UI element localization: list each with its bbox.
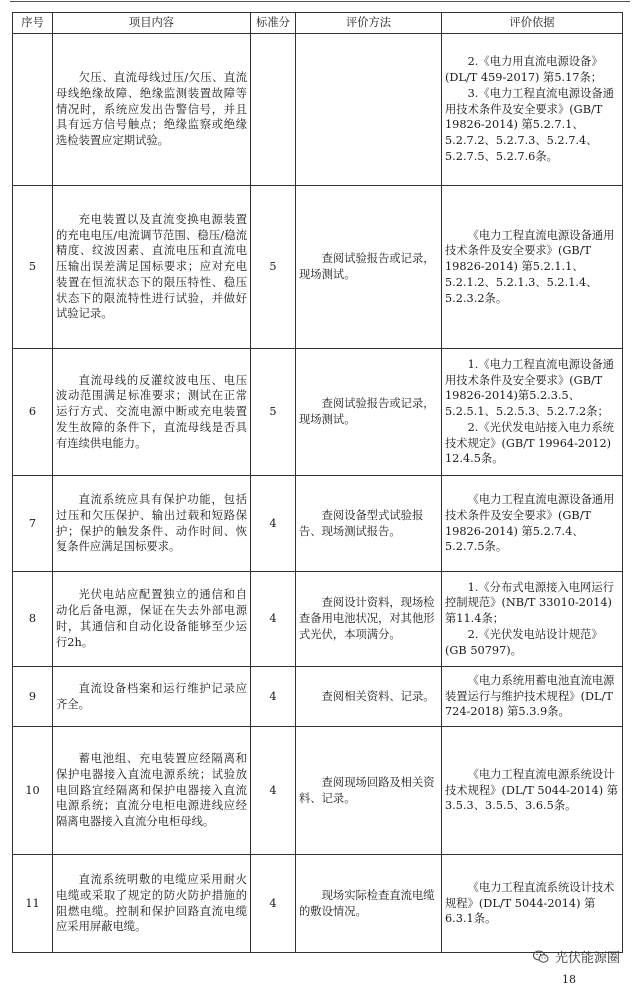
row-number: 7: [13, 476, 53, 572]
basis-item: 1.《电力工程直流电源设备通用技术条件及安全要求》(GB/T 19826-2014)第5.2.3.5、5.2.5.1、5.2.5.3、5.2.7.2条；: [445, 357, 614, 419]
table-row: [13, 186, 623, 349]
table-row: [13, 667, 623, 727]
row-content: 直流系统明敷的电缆应采用耐火电缆或采取了规定的防火防护措施的阻燃电缆。控制和保护回路直流电缆应采用屏蔽电缆。: [53, 855, 251, 953]
evaluation-table: [12, 12, 623, 953]
basis-item: 《电力工程直流电源系统设计技术规程》(DL/T 5044-2014) 第3.5.3、3.5.5、3.6.5条。: [445, 767, 618, 813]
basis-item: 《电力工程直流电源设备通用技术条件及安全要求》(GB/T 19826-2014) 第5.2.7.4、5.2.7.5条。: [445, 492, 615, 554]
row-content: 欠压、直流母线过压/欠压、直流母线绝缘故障、绝缘监测装置故障等情况时，系统应发出告警信号，并且具有远方信号触点；绝缘监察或绝缘选检装置应定期试验。: [53, 34, 251, 186]
row-content: 直流系统应具有保护功能，包括过压和欠压保护、输出过载和短路保护；保护的触发条件、动作时间、恢复条件应满足国标要求。: [53, 476, 251, 572]
header-basis: 评价依据: [442, 13, 623, 34]
basis-item: 3.《电力工程直流电源设备通用技术条件及安全要求》(GB/T 19826-2014) 第5.2.7.1、5.2.7.2、5.2.7.3、5.2.7.4、5.2.7.5、5.2.7.6条。: [445, 86, 614, 163]
basis-item: 《电力工程直流电源设备通用技术条件及安全要求》(GB/T 19826-2014) 第5.2.1.1、5.2.1.2、5.2.1.3、5.2.1.4、5.2.3.2条。: [445, 228, 615, 305]
watermark-text: 光伏能源圈: [554, 951, 620, 966]
row-number: 10: [13, 727, 53, 855]
row-number: 8: [13, 572, 53, 667]
row-basis: [442, 34, 623, 186]
row-score: 5: [251, 349, 296, 476]
row-method: 查阅试验报告或记录，现场测试。: [296, 186, 442, 349]
row-content: 直流设备档案和运行维护记录应齐全。: [53, 667, 251, 727]
row-basis: [442, 349, 623, 476]
row-basis: [442, 667, 623, 727]
row-basis: [442, 186, 623, 349]
row-score: 4: [251, 572, 296, 667]
wechat-icon: [533, 950, 549, 964]
row-score: 4: [251, 727, 296, 855]
row-basis: [442, 727, 623, 855]
basis-item: 2.《电力用直流电源设备》(DL/T 459-2017) 第5.17条；: [445, 55, 603, 84]
watermark: [533, 947, 620, 966]
row-number: 11: [13, 855, 53, 953]
table-row: [13, 727, 623, 855]
table-header-row: [13, 13, 623, 34]
table-row: [13, 34, 623, 186]
basis-item: 2.《光伏发电站设计规范》(GB 50797)。: [445, 627, 603, 657]
header-number: 序号: [13, 13, 53, 34]
row-score: 4: [251, 855, 296, 953]
row-method: 查阅设备型式试验报告、现场测试报告。: [296, 476, 442, 572]
basis-item: 2.《光伏发电站接入电力系统技术规定》(GB/T 19964-2012) 12.4.5条。: [445, 420, 614, 466]
header-score: 标准分: [251, 13, 296, 34]
row-method: 查阅设计资料，现场检查备用电池状况，对其他形式光伏，本项满分。: [296, 572, 442, 667]
row-score: 4: [251, 476, 296, 572]
row-number: 6: [13, 349, 53, 476]
row-method: 现场实际检查直流电缆的敷设情况。: [296, 855, 442, 953]
row-method: 查阅现场回路及相关资料、记录。: [296, 727, 442, 855]
basis-item: 1.《分布式电源接入电网运行控制规范》(NB/T 33010-2014) 第11.4条；: [445, 580, 614, 626]
row-basis: [442, 855, 623, 953]
table-row: [13, 855, 623, 953]
table-row: [13, 572, 623, 667]
row-number: 5: [13, 186, 53, 349]
top-rule: [10, 1, 630, 2]
row-content: 充电装置以及直流变换电源装置的充电电压/电流调节范围、稳压/稳流精度、纹波因素、直流电压和直流电压输出误差满足国标要求；应对充电装置在恒流状态下的限压特性、稳压状态下的限流特性进行试验，并做好试验记录。: [53, 186, 251, 349]
row-score: [251, 34, 296, 186]
row-score: 5: [251, 186, 296, 349]
row-basis: [442, 572, 623, 667]
table-row: [13, 476, 623, 572]
page-number: 18: [562, 973, 576, 986]
row-number: 9: [13, 667, 53, 727]
header-method: 评价方法: [296, 13, 442, 34]
basis-item: 《电力系统用蓄电池直流电源装置运行与维护技术规程》(DL/T 724-2018) 第5.3.9条。: [445, 673, 615, 719]
row-score: 4: [251, 667, 296, 727]
row-basis: [442, 476, 623, 572]
row-content: 直流母线的反灌纹波电压、电压波动范围满足标准要求；测试在正常运行方式、交流电源中断或充电装置发生故障的条件下，直流母线是否具有连续供电能力。: [53, 349, 251, 476]
row-number: [13, 34, 53, 186]
row-method: [296, 34, 442, 186]
header-content: 项目内容: [53, 13, 251, 34]
row-content: 蓄电池组、充电装置应经隔离和保护电器接入直流电源系统；试验放电回路宜经隔离和保护电器接入直流电源系统；直流分电柜电源进线应经隔离电器接入直流分电柜母线。: [53, 727, 251, 855]
table-row: [13, 349, 623, 476]
row-content: 光伏电站应配置独立的通信和自动化后备电源，保证在失去外部电源时，其通信和自动化设备能够至少运行2h。: [53, 572, 251, 667]
basis-item: 《电力工程直流系统设计技术规程》(DL/T 5044-2014) 第6.3.1条。: [445, 880, 615, 926]
row-method: 查阅相关资料、记录。: [296, 667, 442, 727]
row-method: 查阅试验报告或记录，现场测试。: [296, 349, 442, 476]
